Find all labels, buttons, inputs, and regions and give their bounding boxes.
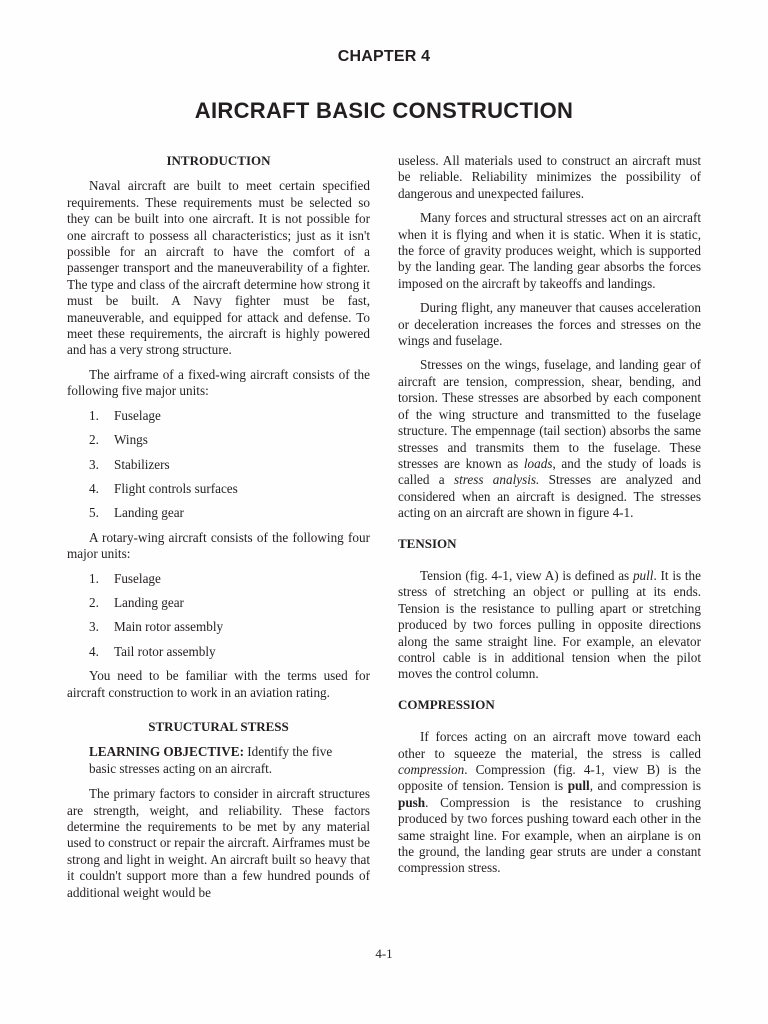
text-run: If forces acting on an aircraft move toward each other to squeeze the material, the stress is called (398, 729, 701, 761)
tension-heading: TENSION (398, 535, 457, 551)
intro-paragraph-1: Naval aircraft are built to meet certain specified requirements. These requirements must be selected so they can be built into one aircraft. It is not possible for one aircraft to possess all characteristics; just as it isn't possible for an aircraft to have the comfort of a passenger transport and the maneuverability of a fighter. The type and class of the aircraft determine how strong it must be built. A Navy fighter must be fast, maneuverable, and equipped for attack and defense. To meet these requirements, the aircraft is highly powered and has a very strong structure. (67, 178, 370, 358)
list-item (89, 595, 370, 611)
familiarity-paragraph: You need to be familiar with the terms used for aircraft construction to work in an aviation rating. (67, 668, 370, 700)
list-number: 1. (89, 570, 99, 586)
list-number: 5. (89, 505, 99, 521)
structural-stress-heading: STRUCTURAL STRESS (148, 718, 289, 734)
push-bold-term: push (398, 794, 426, 810)
tension-paragraph (398, 568, 701, 683)
introduction-heading: INTRODUCTION (166, 153, 271, 168)
right-column (398, 153, 701, 885)
list-label: Main rotor assembly (114, 619, 224, 635)
list-label: Flight controls surfaces (114, 480, 238, 496)
text-run: . Compression is the resistance to crushing produced by two forces pushing toward each other in the same straight line. For example, when an airplane is on the ground, the landing gear struts are under a constant compression stress. (398, 794, 701, 876)
chapter-title: AIRCRAFT BASIC CONSTRUCTION (194, 98, 574, 123)
list-item (89, 457, 370, 473)
list-label: Landing gear (114, 505, 184, 521)
stresses-paragraph (398, 357, 701, 521)
pull-bold-term: pull (567, 778, 590, 794)
rotary-wing-units-list (67, 571, 370, 661)
list-item (89, 481, 370, 497)
list-number: 4. (89, 480, 99, 496)
flight-paragraph: During flight, any maneuver that causes acceleration or deceleration increases the forces and stresses on the wings and fuselage. (398, 300, 701, 349)
left-column (67, 153, 370, 909)
text-run: . Compression (fig. 4-1, view B) is the opposite of tension. Tension is (398, 762, 701, 794)
list-label: Stabilizers (114, 456, 170, 472)
loads-term: loads (523, 455, 553, 471)
list-item (89, 505, 370, 521)
learning-objective-label: LEARNING OBJECTIVE: (89, 744, 244, 760)
list-label: Tail rotor assembly (114, 643, 216, 659)
compression-heading: COMPRESSION (398, 696, 495, 712)
page-number: 4-1 (375, 946, 393, 961)
list-item (89, 408, 370, 424)
pull-term: pull (632, 567, 654, 583)
continued-paragraph: useless. All materials used to construct an aircraft must be reliable. Reliability minimizes the possibility of dangerous and unexpected failures. (398, 153, 701, 201)
list-label: Wings (114, 432, 148, 448)
rotary-wing-intro: A rotary-wing aircraft consists of the following four major units: (67, 529, 370, 562)
list-label: Fuselage (114, 407, 161, 423)
compression-term: compression (398, 762, 465, 777)
stress-analysis-term: stress analysis. (453, 472, 540, 488)
list-item (89, 644, 370, 660)
text-run: , and the study of loads is called a (398, 455, 701, 488)
learning-objective-text-line2: basic stresses acting on an aircraft. (89, 760, 273, 776)
text-run: Stresses on the wings, fuselage, and landing gear of aircraft are tension, compression, shear, bending, and torsion. These stresses are absorbed by each component of the wing structure and transmitted to the fuselage structure. The empennage (tail section) absorbs the same stresses and transmits them to the fuselage. These stresses are known as (398, 357, 701, 471)
chapter-label: CHAPTER 4 (337, 48, 431, 65)
learning-objective (67, 744, 370, 777)
list-number: 3. (89, 456, 99, 472)
fixed-wing-units-list (67, 408, 370, 522)
list-number: 3. (89, 619, 99, 635)
text-run: Tension (fig. 4-1, view A) is defined as (420, 567, 633, 583)
list-item (89, 432, 370, 448)
learning-objective-text: Identify the five (247, 744, 333, 760)
list-item (89, 571, 370, 587)
primary-factors-paragraph: The primary factors to consider in aircraft structures are strength, weight, and reliability. These factors determine the requirements to be met by any material used to construct or repair the aircraft. Airframes must be strong and light in weight. An aircraft built so heavy that it couldn't support more than a few hundred pounds of additional weight would be (67, 786, 370, 900)
text-run: Stresses are analyzed and considered when an aircraft is designed. The stresses acting on an aircraft are shown in figure 4-1. (398, 472, 701, 521)
list-number: 2. (89, 594, 99, 610)
list-label: Landing gear (114, 594, 184, 610)
list-number: 1. (89, 407, 99, 423)
compression-paragraph (398, 729, 701, 877)
fixed-wing-intro: The airframe of a fixed-wing aircraft consists of the following five major units: (67, 366, 370, 399)
list-number: 4. (89, 643, 99, 659)
list-number: 2. (89, 432, 99, 448)
forces-paragraph: Many forces and structural stresses act on an aircraft when it is flying and when it is static. When it is static, the force of gravity produces weight, which is supported by the landing gear. The landing gear absorbs the forces imposed on the aircraft by takeoffs and landings. (398, 210, 701, 291)
list-item (89, 619, 370, 635)
text-run: , and compression is (589, 778, 702, 794)
list-label: Fuselage (114, 570, 161, 586)
text-run: . It is the stress of stretching an object or pulling at its ends. Tension is the resistance to pulling apart or stretching produced by two forces pulling in opposite directions along the same straight line. For example, an elevator control cable is in additional tension when the pilot moves the control column. (398, 567, 701, 682)
